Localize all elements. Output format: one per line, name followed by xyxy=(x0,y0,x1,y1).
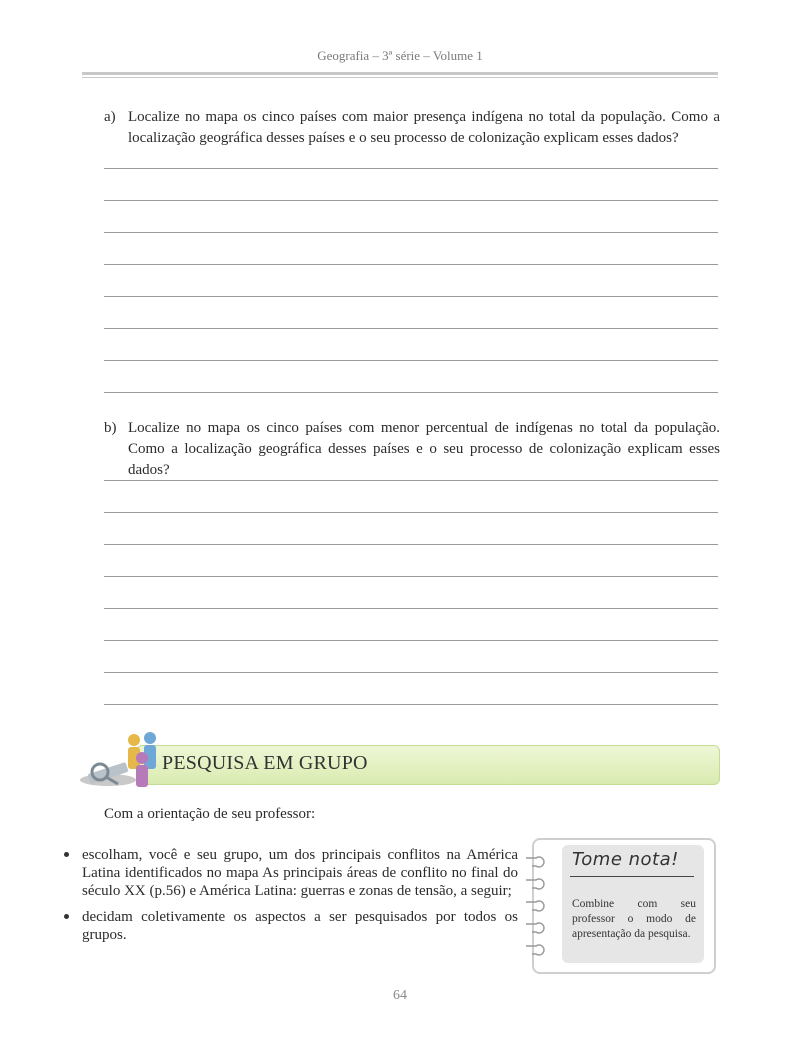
answer-line xyxy=(104,360,718,361)
bullet-icon xyxy=(64,852,69,857)
bullet-icon xyxy=(64,914,69,919)
question-a xyxy=(104,107,720,149)
answer-line xyxy=(104,232,718,233)
header-rule-thin xyxy=(82,77,718,78)
list-item xyxy=(62,846,518,900)
question-b-marker: b) xyxy=(104,420,117,436)
page-number: 64 xyxy=(393,988,407,1003)
list-item xyxy=(62,908,518,944)
list-item-text: escolham, você e seu grupo, um dos principais conflitos na América Latina identificados no mapa As principais áreas de conflito no final do século XX (p.56) e América Latina: guerras e zonas de tensão, a seguir; xyxy=(82,847,518,899)
answer-line xyxy=(104,480,718,481)
answer-line xyxy=(104,608,718,609)
answer-line xyxy=(104,296,718,297)
answer-line xyxy=(104,640,718,641)
question-b-text: Localize no mapa os cinco países com menor percentual de indígenas no total da população. Como a localização geográfica desses países e o seu processo de colonização explicam esses dados? xyxy=(128,420,720,478)
answer-line xyxy=(104,672,718,673)
answer-line xyxy=(104,328,718,329)
question-b xyxy=(104,418,720,481)
answer-line xyxy=(104,512,718,513)
section-intro: Com a orientação de seu professor: xyxy=(104,806,316,822)
group-research-icon xyxy=(78,728,168,790)
running-head: Geografia – 3ª série – Volume 1 xyxy=(317,48,483,63)
answer-line xyxy=(104,576,718,577)
answer-line xyxy=(104,264,718,265)
note-title-underline xyxy=(570,876,694,877)
notepad-spiral-icon xyxy=(522,852,546,962)
header-rule xyxy=(82,72,718,75)
note-text: Combine com seu professor o modo de apresentação da pesquisa. xyxy=(572,898,696,940)
question-a-marker: a) xyxy=(104,109,116,125)
section-title: PESQUISA EM GRUPO xyxy=(162,752,368,774)
answer-line xyxy=(104,200,718,201)
question-a-text: Localize no mapa os cinco países com maior presença indígena no total da população. Como a localização geográfica desses países e o seu processo de colonização explicam esses dados? xyxy=(128,109,720,146)
answer-line xyxy=(104,544,718,545)
answer-line xyxy=(104,168,718,169)
bullet-list xyxy=(62,846,518,952)
list-item-text: decidam coletivamente os aspectos a ser pesquisados por todos os grupos. xyxy=(82,909,518,943)
note-title: Tome nota! xyxy=(572,849,679,870)
answer-line xyxy=(104,704,718,705)
answer-line xyxy=(104,392,718,393)
